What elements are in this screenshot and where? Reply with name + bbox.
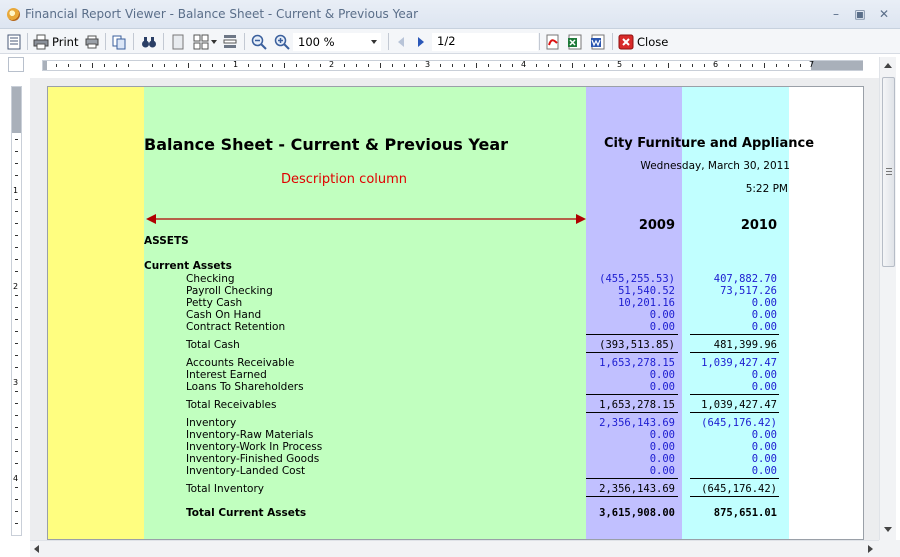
ruler-tick (452, 64, 453, 67)
ruler-tick (704, 64, 705, 67)
ruler-tick (15, 211, 18, 212)
ruler-tick (320, 64, 321, 67)
zoom-select[interactable] (293, 33, 381, 51)
ruler-number: 5 (617, 60, 623, 69)
ruler-tick (188, 63, 189, 68)
ruler-tick (416, 64, 417, 67)
row-value-year-a: (393,513.85) (599, 339, 675, 351)
row-label: Payroll Checking (186, 285, 273, 297)
ruler-number: 3 (425, 60, 431, 69)
row-value-year-b: 0.00 (751, 309, 777, 321)
ruler-tick (200, 64, 201, 67)
multiple-pages-icon (193, 34, 209, 50)
total-rule (586, 412, 678, 413)
row-value-year-a: 0.00 (649, 309, 675, 321)
previous-page-button[interactable] (393, 32, 409, 51)
double-arrow-icon (146, 213, 586, 225)
close-window-button[interactable]: ✕ (878, 7, 890, 21)
ruler-tick (15, 331, 18, 332)
document-map-icon (6, 34, 22, 50)
report-page (47, 86, 864, 540)
total-rule (690, 478, 779, 479)
row-value-year-b: 1,039,427.47 (701, 399, 777, 411)
ruler-tick (15, 271, 18, 272)
total-rule (690, 394, 779, 395)
ruler-tick (15, 139, 18, 140)
row-value-year-b: 0.00 (751, 297, 777, 309)
ruler-tick (176, 64, 177, 67)
total-rule (690, 334, 779, 335)
ruler-number: 2 (329, 60, 335, 69)
ruler-tick (368, 64, 369, 67)
row-label: Total Receivables (186, 399, 277, 411)
ruler-tick (15, 499, 18, 500)
row-value-year-a: 1,653,278.15 (599, 399, 675, 411)
document-map-button[interactable] (6, 32, 22, 51)
ruler-tick (15, 235, 18, 236)
ruler-tick (92, 63, 93, 68)
row-value-year-a: 0.00 (649, 321, 675, 333)
total-rule (690, 412, 779, 413)
row-value-year-a: 0.00 (649, 369, 675, 381)
ruler-tick (344, 64, 345, 67)
ruler-tick (15, 427, 18, 428)
ruler-tick (224, 64, 225, 67)
ruler-tick (15, 307, 18, 308)
row-value-year-a: 0.00 (649, 441, 675, 453)
ruler-tick (668, 63, 669, 68)
ruler-tick (752, 64, 753, 67)
ruler-tick (15, 295, 18, 296)
title-bar (0, 0, 900, 29)
ruler-number: 7 (809, 60, 815, 69)
copy-icon (111, 34, 127, 50)
row-label: Total Cash (186, 339, 240, 351)
ruler-tick (15, 451, 18, 452)
ruler-tick (15, 463, 18, 464)
row-label: Inventory-Finished Goods (186, 453, 320, 465)
total-rule (586, 394, 678, 395)
row-value-year-a: 0.00 (649, 429, 675, 441)
horizontal-ruler (42, 60, 863, 71)
ruler-tick (80, 64, 81, 67)
zoom-in-button[interactable] (274, 32, 290, 51)
total-rule (690, 352, 779, 353)
toolbar (0, 29, 900, 54)
total-rule (586, 496, 678, 497)
ruler-tick (596, 64, 597, 67)
row-value-year-b: 73,517.26 (720, 285, 777, 297)
next-page-button[interactable] (413, 32, 429, 51)
row-label: Total Inventory (186, 483, 265, 495)
page-setup-button[interactable] (222, 32, 238, 51)
ruler-corner (8, 57, 24, 72)
word-icon (590, 34, 606, 50)
vertical-ruler (11, 86, 22, 536)
page-setup-icon (222, 34, 238, 50)
ruler-tick (476, 63, 477, 68)
ruler-tick (776, 64, 777, 67)
ruler-tick (512, 64, 513, 67)
ruler-tick (15, 391, 18, 392)
zoom-out-button[interactable] (251, 32, 267, 51)
year-b-header: 2010 (740, 218, 777, 233)
row-value-year-b: 875,651.01 (713, 507, 777, 519)
ruler-tick (740, 64, 741, 67)
company-name: City Furniture and Appliance (604, 136, 815, 151)
total-rule (586, 334, 678, 335)
row-value-year-b: 0.00 (751, 441, 777, 453)
chevron-down-icon[interactable] (211, 40, 217, 44)
row-label: Cash On Hand (186, 309, 262, 321)
ruler-tick (800, 64, 801, 67)
ruler-number: 1 (233, 60, 239, 69)
ruler-tick (116, 64, 117, 67)
ruler-tick (15, 175, 18, 176)
row-label: Inventory-Landed Cost (186, 465, 306, 477)
row-label: Inventory-Raw Materials (186, 429, 314, 441)
ruler-tick (15, 223, 18, 224)
report-title: Balance Sheet - Current & Previous Year (144, 135, 509, 154)
ruler-number: 3 (13, 378, 19, 387)
margin-column (48, 87, 144, 539)
page-number-value: 1/2 (437, 34, 456, 48)
binoculars-icon (141, 34, 157, 50)
year-a-header: 2009 (638, 218, 675, 233)
single-page-button[interactable] (170, 32, 186, 51)
ruler-tick (15, 415, 18, 416)
ruler-tick (248, 64, 249, 67)
ruler-number: 1 (13, 186, 19, 195)
ruler-tick (68, 64, 69, 67)
ruler-tick (15, 259, 18, 260)
ruler-tick (15, 487, 18, 488)
single-page-icon (170, 34, 186, 50)
row-label: Inventory (186, 417, 237, 429)
row-value-year-a: 10,201.16 (618, 297, 675, 309)
ruler-tick (56, 64, 57, 67)
total-rule (586, 478, 678, 479)
ruler-tick (392, 64, 393, 67)
copy-button[interactable] (111, 32, 127, 51)
row-value-year-b: 0.00 (751, 369, 777, 381)
row-value-year-b: 0.00 (751, 381, 777, 393)
zoom-value: 100 % (298, 35, 335, 49)
horizontal-scrollbar[interactable] (30, 540, 879, 557)
scroll-down-icon[interactable] (884, 527, 892, 532)
zoom-in-icon (274, 34, 290, 50)
ruler-number: 4 (13, 474, 19, 483)
row-value-year-b: (645,176.42) (701, 417, 777, 429)
ruler-tick (260, 64, 261, 67)
ruler-tick (308, 64, 309, 67)
ruler-number: 6 (713, 60, 719, 69)
row-value-year-a: 0.00 (649, 381, 675, 393)
ruler-tick (356, 64, 357, 67)
row-value-year-a: 2,356,143.69 (599, 483, 675, 495)
row-value-year-b: 0.00 (751, 465, 777, 477)
row-label: Contract Retention (186, 321, 286, 333)
scroll-left-icon[interactable] (34, 545, 39, 553)
arrow-right-icon (413, 34, 429, 50)
ruler-tick (212, 64, 213, 67)
row-label: Loans To Shareholders (186, 381, 304, 393)
ruler-tick (728, 64, 729, 67)
ruler-tick (656, 64, 657, 67)
ruler-tick (584, 64, 585, 67)
row-value-year-a: 0.00 (649, 465, 675, 477)
total-rule (690, 496, 779, 497)
row-value-year-b: 0.00 (751, 321, 777, 333)
close-report-button[interactable] (618, 32, 668, 51)
row-label: Interest Earned (186, 369, 267, 381)
ruler-tick (164, 64, 165, 67)
window-title: Financial Report Viewer - Balance Sheet - Current & Previous Year (25, 7, 419, 21)
ruler-tick (15, 439, 18, 440)
ruler-tick (15, 343, 18, 344)
scroll-up-icon[interactable] (884, 63, 892, 68)
ruler-tick (15, 523, 18, 524)
row-label: Inventory-Work In Process (186, 441, 323, 453)
row-label: Petty Cash (186, 297, 243, 309)
ruler-tick (15, 367, 18, 368)
row-value-year-b: 407,882.70 (713, 273, 777, 285)
ruler-tick (15, 319, 18, 320)
scrollbar-corner (879, 540, 900, 557)
row-label: Total Current Assets (186, 507, 307, 519)
ruler-tick (764, 63, 765, 68)
ruler-tick (296, 64, 297, 67)
ruler-tick (536, 64, 537, 67)
description-column-note: Description column (281, 172, 408, 187)
ruler-tick (380, 63, 381, 68)
vertical-scrollbar[interactable] (879, 57, 896, 540)
minimize-button[interactable]: – (833, 7, 839, 21)
row-value-year-b: 0.00 (751, 429, 777, 441)
report-date: Wednesday, March 30, 2011 (640, 160, 790, 172)
ruler-tick (128, 64, 129, 67)
row-value-year-a: 0.00 (649, 453, 675, 465)
row-value-year-b: (645,176.42) (701, 483, 777, 495)
ruler-tick (404, 64, 405, 67)
ruler-tick (284, 63, 285, 68)
quick-print-icon (84, 34, 100, 50)
print-button[interactable] (33, 32, 78, 51)
ruler-tick (272, 64, 273, 67)
ruler-tick (15, 163, 18, 164)
quick-print-button[interactable] (84, 32, 100, 51)
row-value-year-a: (455,255.53) (599, 273, 675, 285)
ruler-tick (15, 247, 18, 248)
pdf-icon (545, 34, 561, 50)
row-label: Checking (186, 273, 235, 285)
close-icon (618, 34, 634, 50)
ruler-tick (15, 355, 18, 356)
row-value-year-a: 3,615,908.00 (599, 507, 675, 519)
row-value-year-a: 51,540.52 (618, 285, 675, 297)
ruler-tick (572, 63, 573, 68)
row-label: Accounts Receivable (186, 357, 295, 369)
ruler-tick (692, 64, 693, 67)
find-button[interactable] (141, 32, 157, 51)
close-label: Close (637, 34, 669, 49)
export-excel-button[interactable] (567, 32, 583, 51)
export-pdf-button[interactable] (545, 32, 561, 51)
ruler-number: 4 (521, 60, 527, 69)
export-word-button[interactable] (590, 32, 606, 51)
report-time: 5:22 PM (745, 183, 788, 195)
ruler-tick (632, 64, 633, 67)
multiple-pages-button[interactable] (193, 32, 217, 51)
total-rule (586, 352, 678, 353)
current-assets-heading: Current Assets (144, 260, 232, 272)
ruler-tick (560, 64, 561, 67)
ruler-tick (15, 403, 18, 404)
vertical-scroll-thumb[interactable] (882, 77, 895, 267)
app-icon (7, 8, 20, 21)
print-label: Print (52, 34, 79, 49)
arrow-left-icon (393, 34, 409, 50)
ruler-tick (440, 64, 441, 67)
excel-icon (567, 34, 583, 50)
ruler-tick (680, 64, 681, 67)
ruler-tick (548, 64, 549, 67)
row-value-year-b: 1,039,427.47 (701, 357, 777, 369)
ruler-tick (608, 64, 609, 67)
ruler-tick (104, 64, 105, 67)
zoom-out-icon (251, 34, 267, 50)
page-number-field[interactable] (432, 33, 538, 51)
ruler-tick (644, 64, 645, 67)
ruler-number: 2 (13, 282, 19, 291)
ruler-tick (488, 64, 489, 67)
row-value-year-a: 1,653,278.15 (599, 357, 675, 369)
ruler-tick (788, 64, 789, 67)
printer-icon (33, 34, 49, 50)
row-value-year-b: 481,399.96 (713, 339, 777, 351)
assets-heading: ASSETS (144, 235, 189, 247)
chevron-down-icon (371, 40, 377, 44)
row-value-year-a: 2,356,143.69 (599, 417, 675, 429)
maximize-button[interactable]: ▣ (854, 7, 866, 21)
report-workspace (30, 78, 879, 540)
row-value-year-b: 0.00 (751, 453, 777, 465)
ruler-tick (15, 511, 18, 512)
ruler-tick (15, 151, 18, 152)
scroll-right-icon[interactable] (868, 545, 873, 553)
ruler-tick (152, 64, 153, 67)
ruler-tick (500, 64, 501, 67)
ruler-tick (15, 199, 18, 200)
ruler-tick (464, 64, 465, 67)
